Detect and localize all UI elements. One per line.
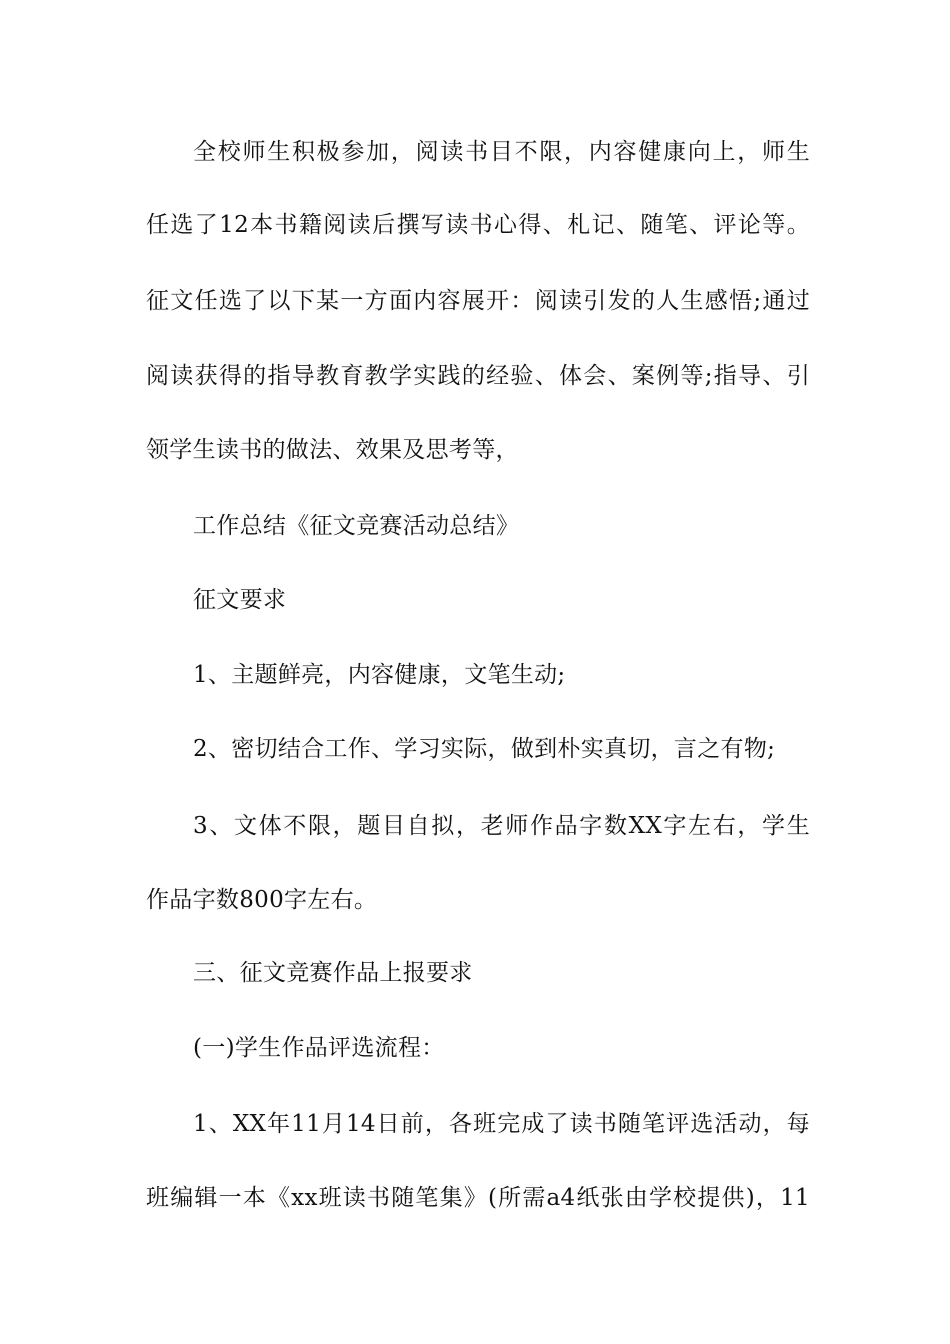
paragraph-line: 任选了12本书籍阅读后撰写读书心得、札记、随笔、评论等。 bbox=[146, 212, 810, 238]
section-heading: 工作总结《征文竞赛活动总结》 bbox=[193, 513, 520, 539]
list-item: 3、文体不限，题目自拟，老师作品字数XX字左右，学生 bbox=[193, 813, 810, 839]
section-heading: 三、征文竞赛作品上报要求 bbox=[193, 960, 473, 986]
list-item: 1、XX年11月14日前，各班完成了读书随笔评选活动，每 bbox=[193, 1111, 810, 1137]
list-item-continuation: 班编辑一本《xx班读书随笔集》(所需a4纸张由学校提供)，11 bbox=[146, 1185, 810, 1211]
list-item-continuation: 作品字数800字左右。 bbox=[146, 887, 378, 913]
section-heading: 征文要求 bbox=[193, 587, 287, 613]
subsection-heading: (一)学生作品评选流程： bbox=[193, 1035, 445, 1061]
paragraph-line: 阅读获得的指导教育教学实践的经验、体会、案例等;指导、引 bbox=[146, 363, 810, 389]
list-item: 1、主题鲜亮，内容健康，文笔生动; bbox=[193, 662, 566, 688]
paragraph-line: 领学生读书的做法、效果及思考等， bbox=[146, 437, 519, 463]
paragraph-line: 全校师生积极参加，阅读书目不限，内容健康向上，师生 bbox=[193, 139, 810, 165]
paragraph-line: 征文任选了以下某一方面内容展开：阅读引发的人生感悟;通过 bbox=[146, 288, 810, 314]
list-item: 2、密切结合工作、学习实际，做到朴实真切，言之有物; bbox=[193, 736, 776, 762]
